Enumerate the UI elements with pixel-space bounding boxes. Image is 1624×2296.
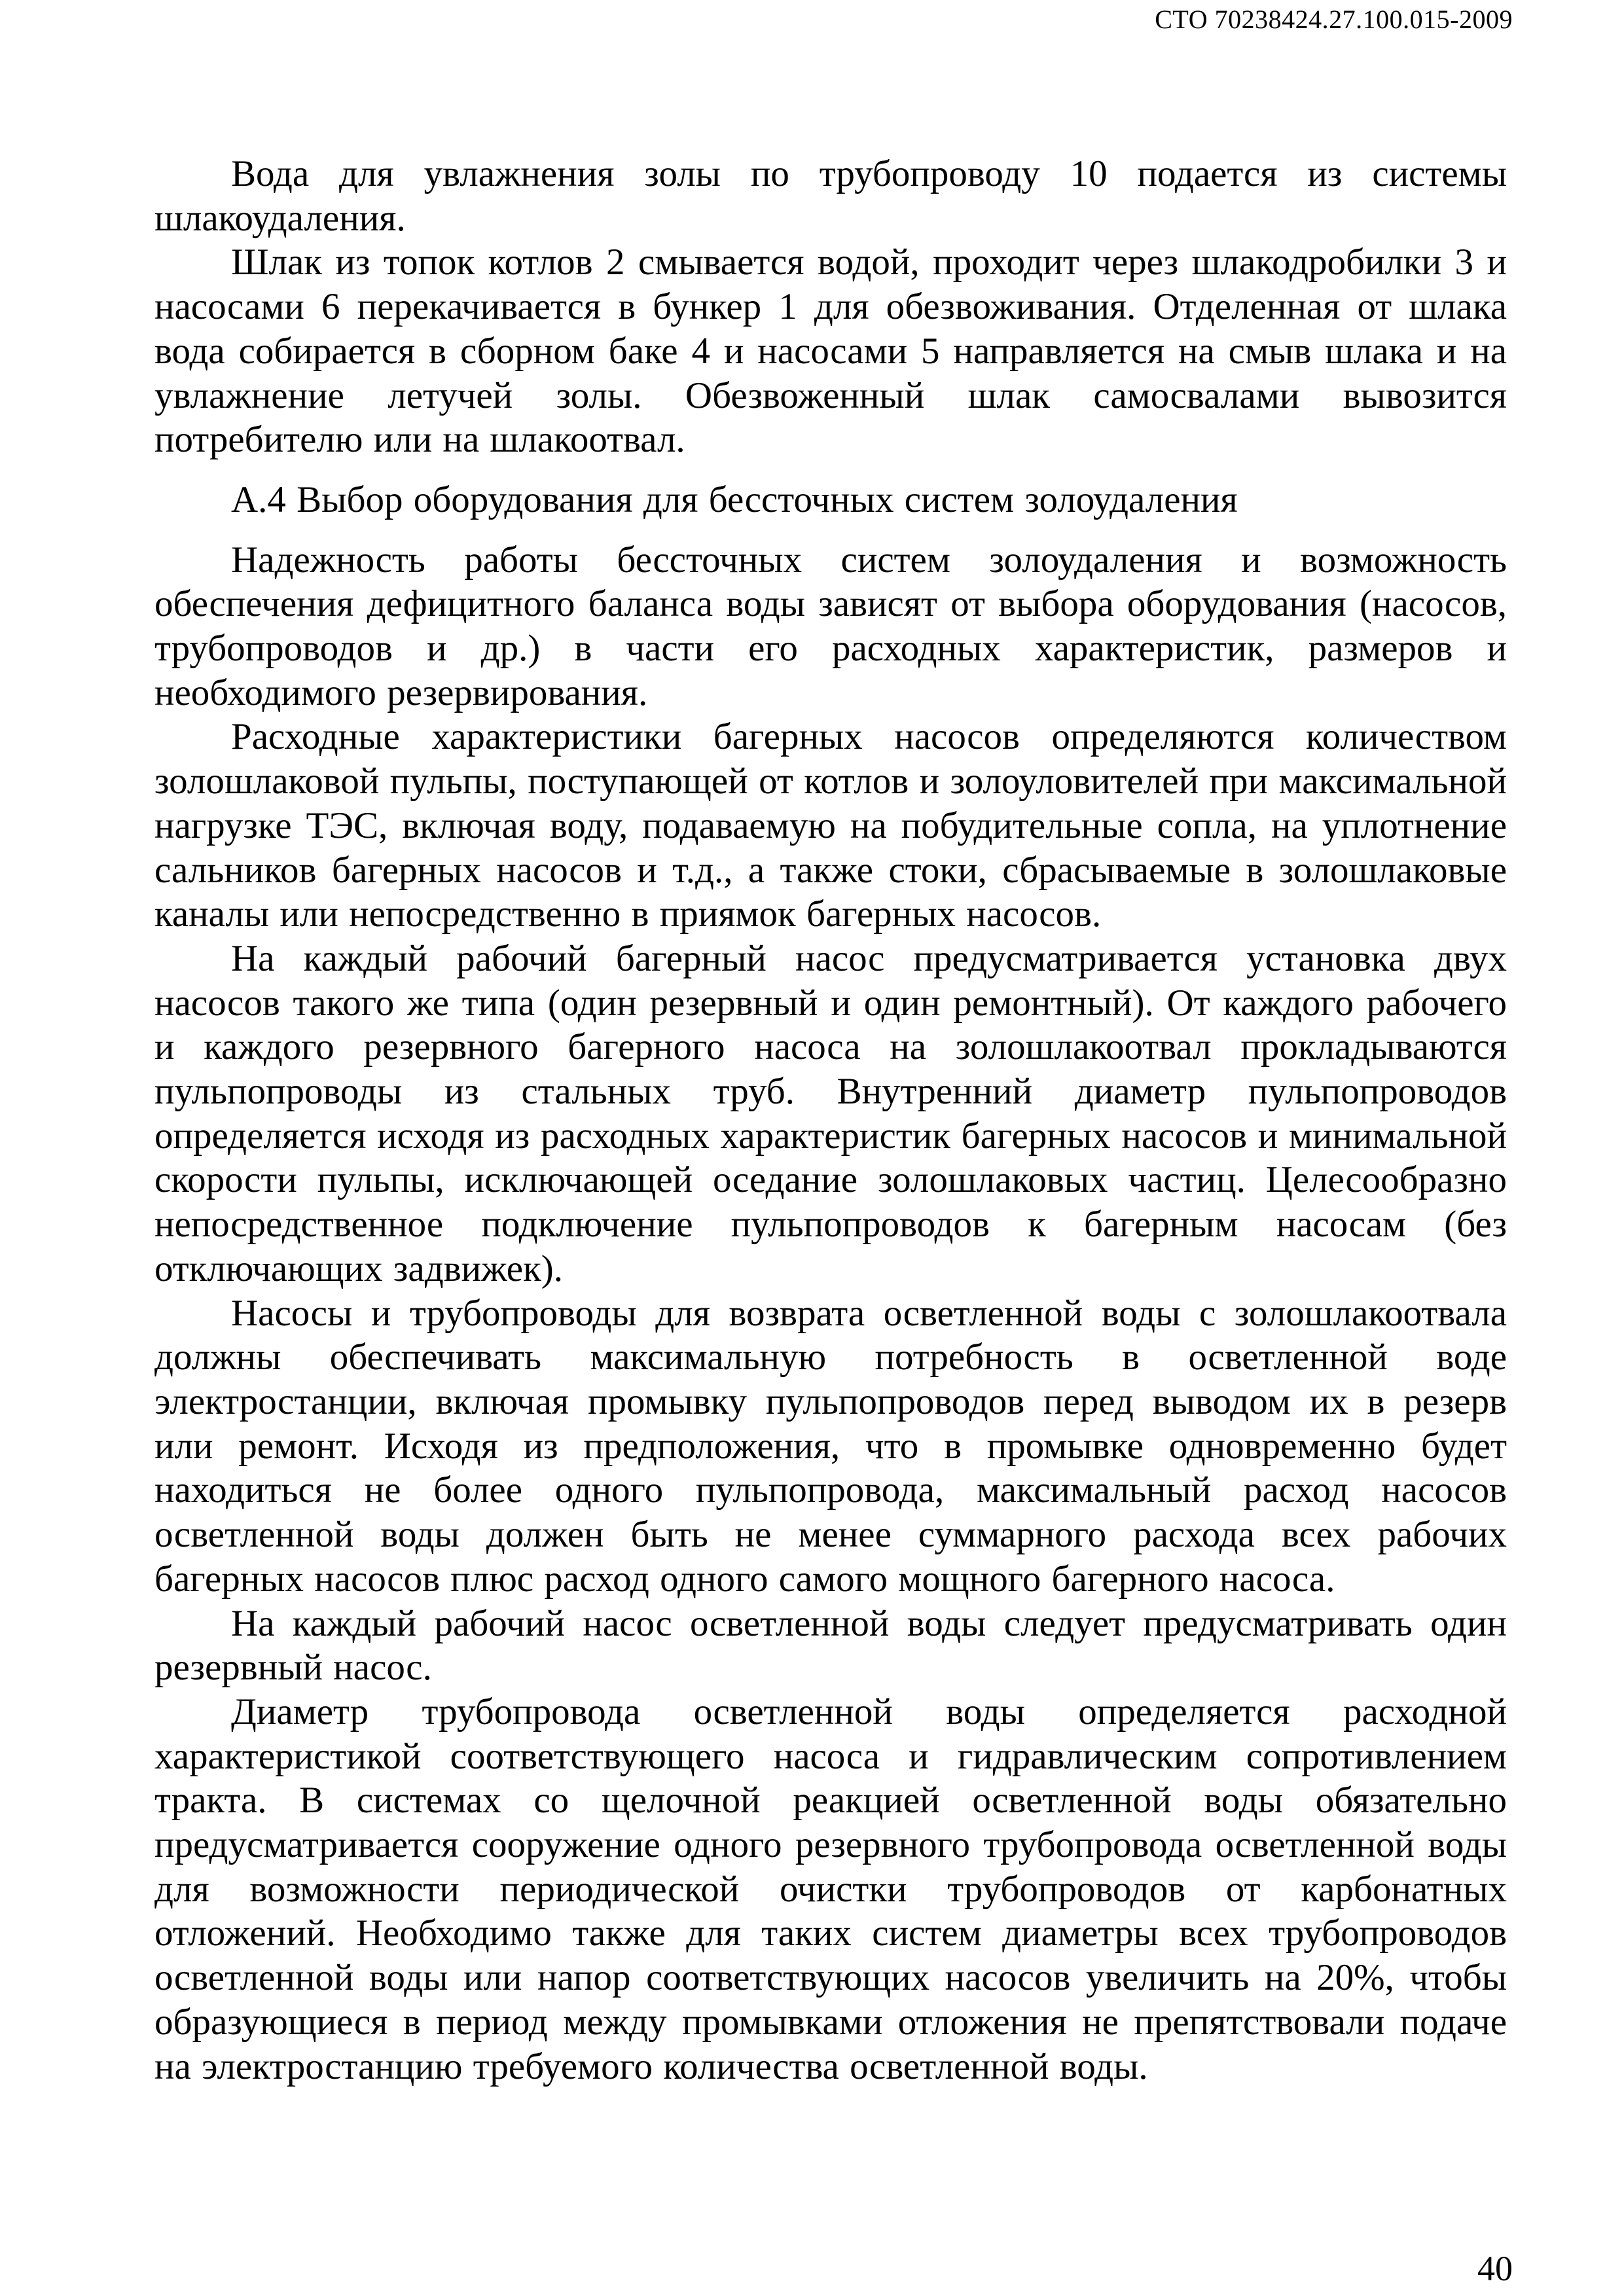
document-body [154, 152, 1507, 2089]
paragraph-slag-removal: Шлак из топок котлов 2 смывается водой, проходит через шлакодробилки 3 и насосами 6 перекачивается в бункер 1 для обезвоживания. Отделенная от шлака вода собирается в сборном баке 4 и насосами 5 направляется на смыв шлака и на увлажнение летучей золы. Обезвоженный шлак самосвалами вывозится потребителю или на шлакоотвал. [154, 242, 1507, 461]
paragraph-pump-characteristics: Расходные характеристики багерных насосов определяются количеством золошлаковой пульпы, поступающей от котлов и золоуловителей при максимальной нагрузке ТЭС, включая воду, подаваемую на побудительные сопла, на уплотнение сальников багерных насосов и т.д., а также стоки, сбрасываемые в золошлаковые каналы или непосредственно в приямок багерных насосов. [154, 716, 1507, 935]
paragraph-pipeline-diameter: Диаметр трубопровода осветленной воды определяется расходной характеристикой соответствующего насоса и гидравлическим сопротивлением тракта. В системах со щелочной реакцией осветленной воды обязательно предусматривается сооружение одного резервного трубопровода осветленной воды для возможности периодической очистки трубопроводов от карбонатных отложений. Необходимо также для таких систем диаметры всех трубопроводов осветленной воды или напор соответствующих насосов увеличить на 20%, чтобы образующиеся в период между промывками отложения не препятствовали подаче на электростанцию требуемого количества осветленной воды. [154, 1691, 1507, 2087]
paragraph-pump-reserve: На каждый рабочий багерный насос предусматривается установка двух насосов такого же типа (один резервный и один ремонтный). От каждого рабочего и каждого резервного багерного насоса на золошлакоотвал прокладываются пульпопроводы из стальных труб. Внутренний диаметр пульпопроводов определяется исходя из расходных характеристик багерных насосов и минимальной скорости пульпы, исключающей оседание золошлаковых частиц. Целесообразно непосредственное подключение пульпопроводов к багерным насосам (без отключающих задвижек). [154, 937, 1507, 1289]
document-code-header: СТО 70238424.27.100.015-2009 [1155, 5, 1513, 34]
paragraph-clarified-water-pumps: Насосы и трубопроводы для возврата осветленной воды с золошлакоотвала должны обеспечивать максимальную потребность в осветленной воде электростанции, включая промывку пульпопроводов перед выводом их в резерв или ремонт. Исходя из предположения, что в промывке одновременно будет находиться не более одного пульпопровода, максимальный расход насосов осветленной воды должен быть не менее суммарного расхода всех рабочих багерных насосов плюс расход одного самого мощного багерного насоса. [154, 1292, 1507, 1600]
paragraph-ash-moistening: Вода для увлажнения золы по трубопроводу 10 подается из системы шлакоудаления. [154, 153, 1507, 239]
paragraph-reserve-pump: На каждый рабочий насос осветленной воды следует предусматривать один резервный насос. [154, 1602, 1507, 1689]
section-heading-a4: А.4 Выбор оборудования для бессточных систем золоудаления [231, 478, 1238, 520]
page-number: 40 [1477, 2249, 1513, 2288]
paragraph-reliability: Надежность работы бессточных систем золоудаления и возможность обеспечения дефицитного баланса воды зависят от выбора оборудования (насосов, трубопроводов и др.) в части его расходных характеристик, размеров и необходимого резервирования. [154, 539, 1507, 713]
